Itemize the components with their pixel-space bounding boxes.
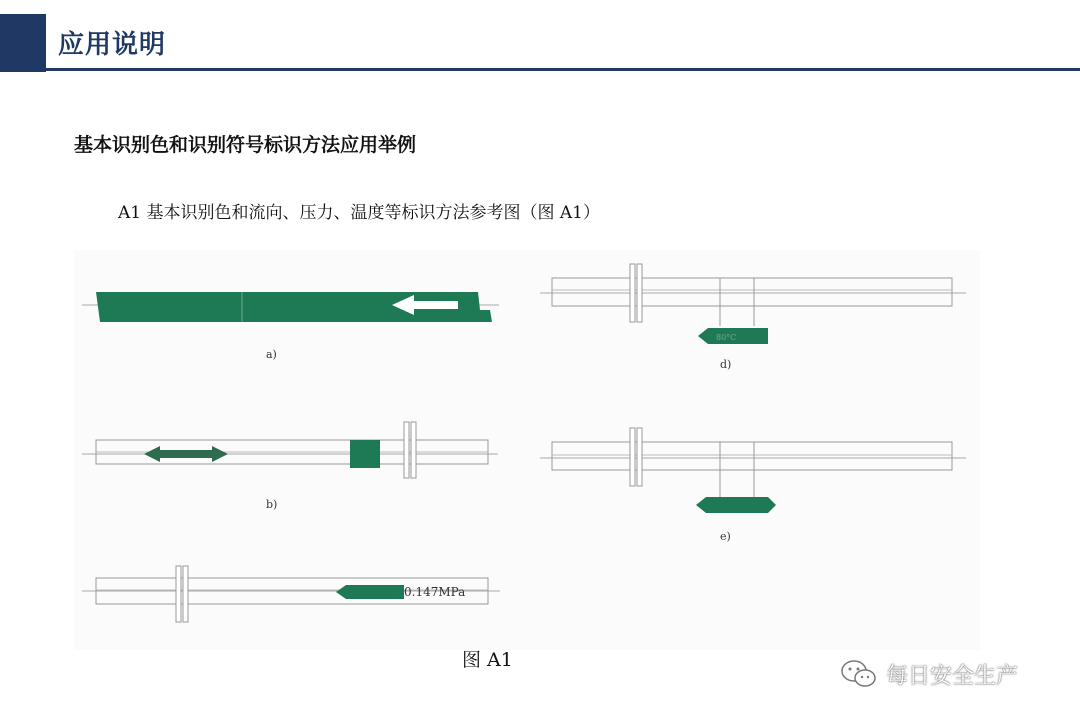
diagram-e (540, 428, 966, 543)
flange-c1 (176, 566, 181, 622)
label-b: b) (266, 498, 278, 511)
pipe-e (552, 442, 952, 470)
pipe-d (552, 278, 952, 306)
flange-e2 (637, 428, 642, 486)
section-heading: 基本识别色和识别符号标识方法应用举例 (74, 134, 417, 156)
section-subheading: A1 基本识别色和流向、压力、温度等标识方法参考图（图 A1） (118, 203, 600, 223)
slide-header (0, 0, 1080, 72)
watermark (840, 654, 1018, 694)
diagram-c (82, 566, 500, 622)
slide-title: 应用说明 (58, 30, 167, 60)
wechat-icon (840, 659, 878, 689)
color-band-b (350, 440, 380, 468)
diagram-a (82, 292, 499, 361)
header-accent-bar (0, 14, 46, 72)
diagram-b (82, 422, 498, 511)
flange-d1 (630, 264, 635, 322)
label-e: e) (720, 530, 731, 543)
temperature-value: 80°C (716, 333, 737, 342)
flange-d2 (637, 264, 642, 322)
flange-e1 (630, 428, 635, 486)
header-divider (0, 68, 1080, 71)
watermark-text: 每日安全生产 (886, 663, 1019, 689)
bidirectional-arrow (144, 446, 228, 462)
figure-caption: 图 A1 (462, 649, 513, 671)
pressure-tag (336, 585, 404, 599)
identification-tag-e (696, 497, 776, 513)
flange-b2 (411, 422, 416, 478)
pressure-value: 0.147MPa (404, 585, 466, 599)
label-a: a) (266, 348, 277, 361)
diagram-d (540, 264, 966, 371)
pipe-marking-diagram (74, 250, 980, 650)
flange-b1 (404, 422, 409, 478)
pipe-marking-figure (74, 250, 980, 650)
flange-c2 (183, 566, 188, 622)
label-d: d) (720, 358, 732, 371)
